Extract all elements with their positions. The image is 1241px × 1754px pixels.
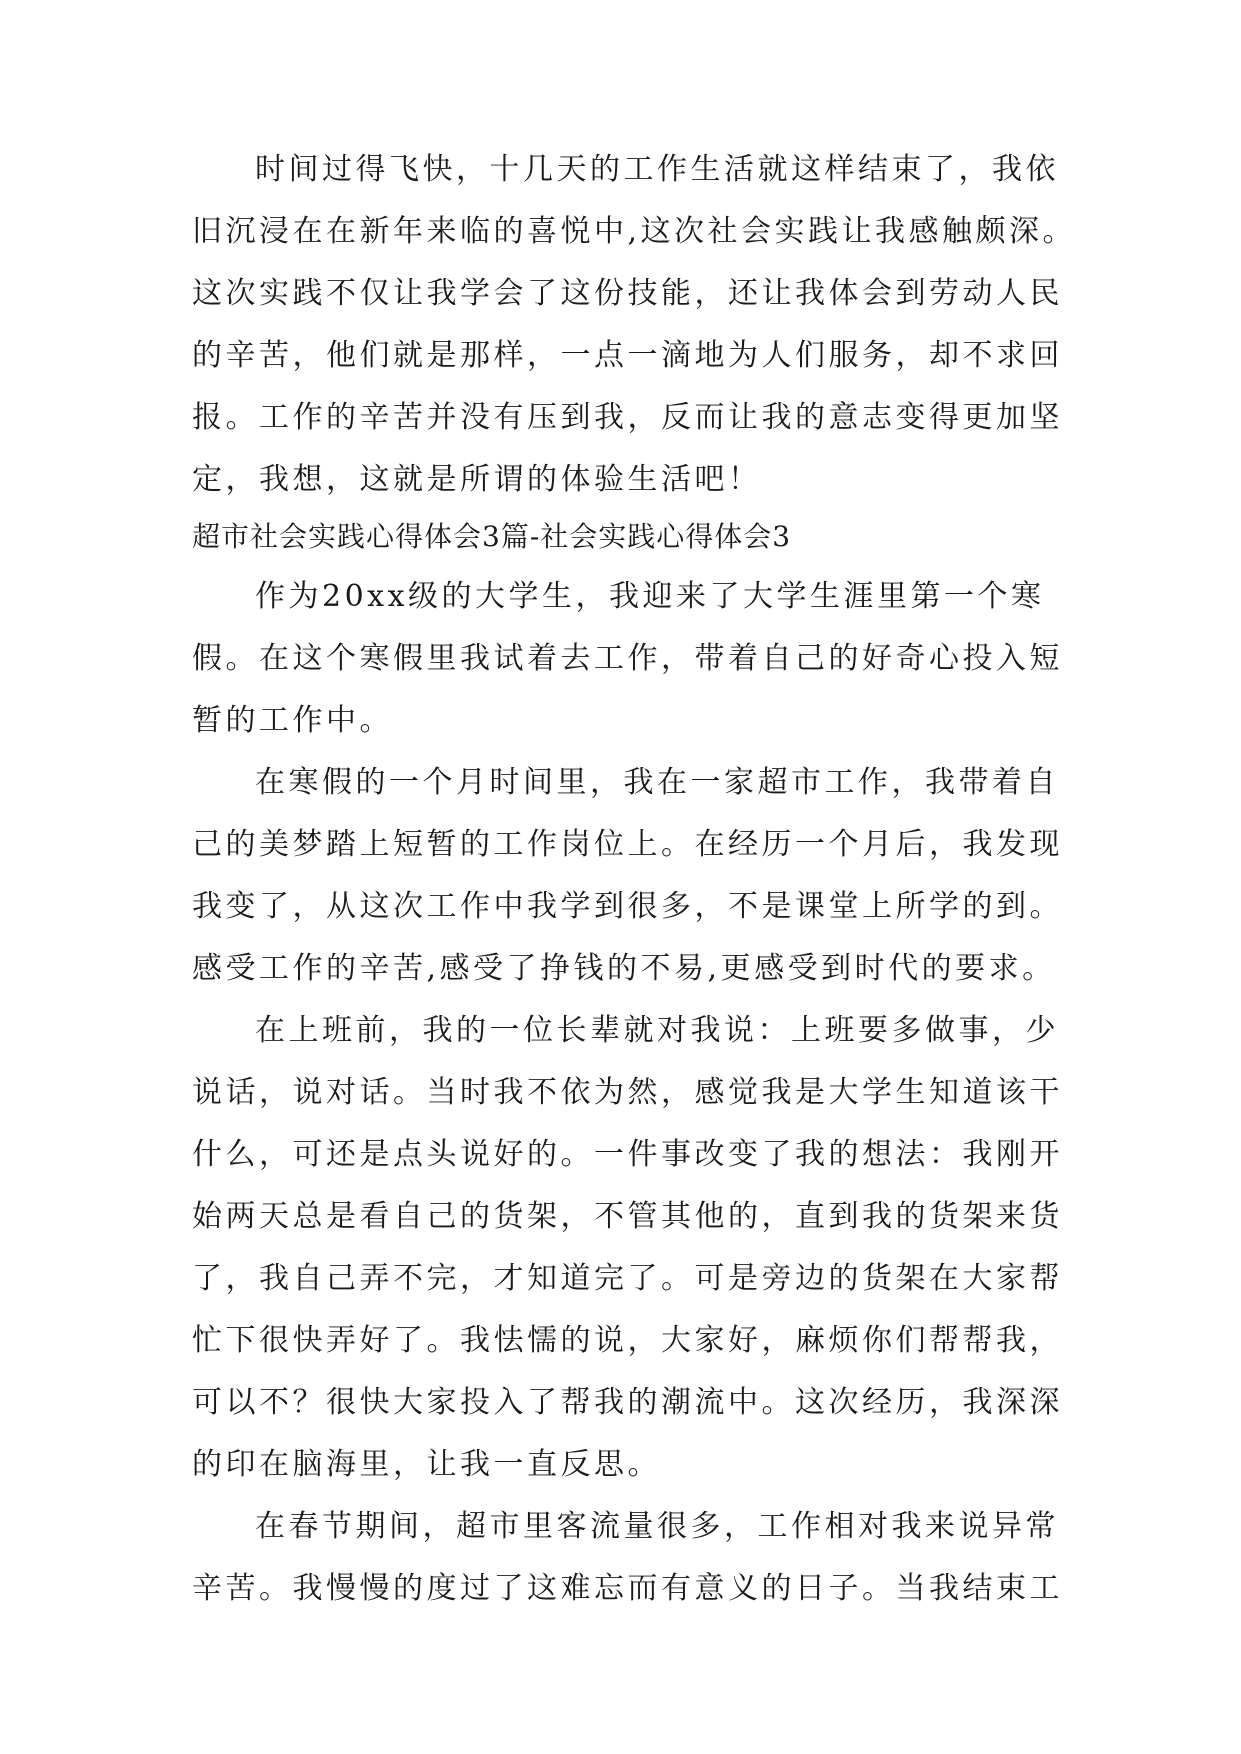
text-line: 可以不？很快大家投入了帮我的潮流中。这次经历，我深深 bbox=[192, 1385, 1063, 1420]
text-line: 报。工作的辛苦并没有压到我，反而让我的意志变得更加坚 bbox=[192, 400, 1063, 435]
text-line: 忙下很快弄好了。我怯懦的说，大家好，麻烦你们帮帮我， bbox=[192, 1323, 1063, 1358]
text-line: 什么，可还是点头说好的。一件事改变了我的想法：我刚开 bbox=[192, 1137, 1063, 1172]
text-line: 的辛苦，他们就是那样，一点一滴地为人们服务，却不求回 bbox=[192, 338, 1063, 373]
text-line: 这次实践不仅让我学会了这份技能，还让我体会到劳动人民 bbox=[192, 276, 1063, 311]
text-line: 旧沉浸在在新年来临的喜悦中,这次社会实践让我感触颇深。 bbox=[192, 214, 1077, 249]
text-line: 作为20xx级的大学生，我迎来了大学生涯里第一个寒 bbox=[255, 579, 1045, 614]
text-line: 辛苦。我慢慢的度过了这难忘而有意义的日子。当我结束工 bbox=[192, 1571, 1063, 1606]
text-line: 时间过得飞快，十几天的工作生活就这样结束了，我依 bbox=[255, 152, 1059, 187]
text-line: 了，我自己弄不完，才知道完了。可是旁边的货架在大家帮 bbox=[192, 1261, 1063, 1296]
text-line: 在上班前，我的一位长辈就对我说：上班要多做事，少 bbox=[255, 1013, 1059, 1048]
text-line: 我变了，从这次工作中我学到很多，不是课堂上所学的到。 bbox=[192, 889, 1063, 924]
text-line: 感受工作的辛苦,感受了挣钱的不易,更感受到时代的要求。 bbox=[192, 951, 1056, 986]
text-line: 在春节期间，超市里客流量很多，工作相对我来说异常 bbox=[255, 1509, 1059, 1544]
text-line: 在寒假的一个月时间里，我在一家超市工作，我带着自 bbox=[255, 765, 1059, 800]
text-line: 的印在脑海里，让我一直反思。 bbox=[192, 1447, 661, 1482]
text-line: 暂的工作中。 bbox=[192, 703, 393, 738]
text-line: 己的美梦踏上短暂的工作岗位上。在经历一个月后，我发现 bbox=[192, 827, 1063, 862]
section-heading: 超市社会实践心得体会3篇-社会实践心得体会3 bbox=[192, 520, 792, 553]
text-line: 说话，说对话。当时我不依为然，感觉我是大学生知道该干 bbox=[192, 1075, 1063, 1110]
text-line: 定，我想，这就是所谓的体验生活吧！ bbox=[192, 462, 762, 497]
text-line: 始两天总是看自己的货架，不管其他的，直到我的货架来货 bbox=[192, 1199, 1063, 1234]
text-line: 假。在这个寒假里我试着去工作，带着自己的好奇心投入短 bbox=[192, 641, 1063, 676]
